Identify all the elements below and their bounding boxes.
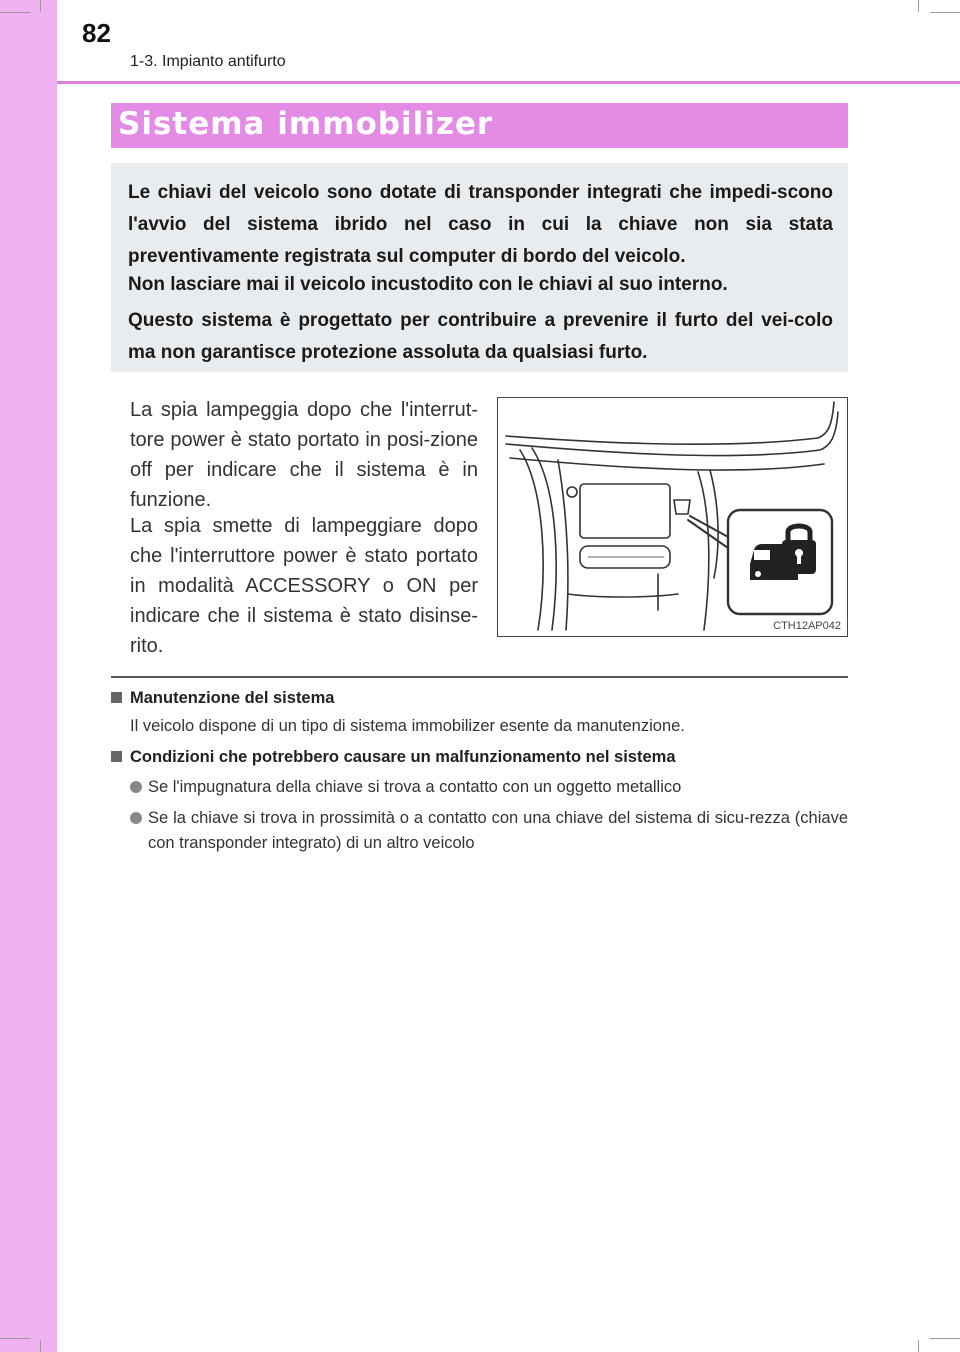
crop-mark (930, 1338, 960, 1339)
section-divider (111, 676, 848, 678)
body-paragraph: La spia lampeggia dopo che l'interrut-tore power è stato portato in posi-zione off per indicare che il sistema è in funzione. (130, 399, 478, 511)
intro-paragraph: Non lasciare mai il veicolo incustodito con le chiavi al suo interno. (128, 274, 728, 295)
square-bullet-icon (111, 751, 122, 762)
dashboard-figure (497, 397, 848, 637)
bullet-item (130, 775, 848, 800)
crop-mark (0, 1338, 30, 1339)
side-color-band (0, 0, 57, 1352)
crop-mark (0, 12, 30, 13)
dashboard-illustration (498, 398, 847, 636)
intro-paragraph: Questo sistema è progettato per contribuire a prevenire il furto del vei-colo ma non garantisce protezione assoluta da qualsiasi furto. (128, 310, 833, 363)
note-heading (111, 748, 676, 767)
section-reference: 1-3. Impianto antifurto (130, 53, 286, 70)
crop-mark (930, 12, 960, 13)
crop-mark (918, 1340, 919, 1352)
round-bullet-icon (130, 781, 142, 793)
square-bullet-icon (111, 692, 122, 703)
page-number: 82 (82, 18, 111, 48)
bullet-item (130, 806, 848, 856)
crop-mark (40, 1340, 41, 1352)
body-paragraph: La spia smette di lampeggiare dopo che l'interruttore power è stato portato in modalità ACCESSORY o ON per indicare che il sistema è stato disinse-rito. (130, 515, 478, 657)
note-text: Il veicolo dispone di un tipo di sistema immobilizer esente da manutenzione. (130, 717, 685, 735)
note-heading (111, 689, 334, 708)
bullet-text: Se la chiave si trova in prossimità o a contatto con una chiave del sistema di sicu-rezza (chiave con transponder integrato) di un altro veicolo (148, 809, 848, 852)
crop-mark (40, 0, 41, 12)
page-title: Sistema immobilizer (118, 106, 494, 142)
crop-mark (918, 0, 919, 12)
figure-code: CTH12AP042 (773, 620, 841, 632)
header-rule (57, 81, 960, 84)
note-heading-text: Condizioni che potrebbero causare un malfunzionamento nel sistema (130, 748, 676, 766)
bullet-text: Se l'impugnatura della chiave si trova a contatto con un oggetto metallico (148, 778, 682, 796)
note-heading-text: Manutenzione del sistema (130, 689, 335, 707)
intro-paragraph: Le chiavi del veicolo sono dotate di transponder integrati che impedi-scono l'avvio del sistema ibrido nel caso in cui la chiave non sia stata preventivamente registrata sul computer di bordo del veicolo. (128, 182, 833, 267)
round-bullet-icon (130, 812, 142, 824)
